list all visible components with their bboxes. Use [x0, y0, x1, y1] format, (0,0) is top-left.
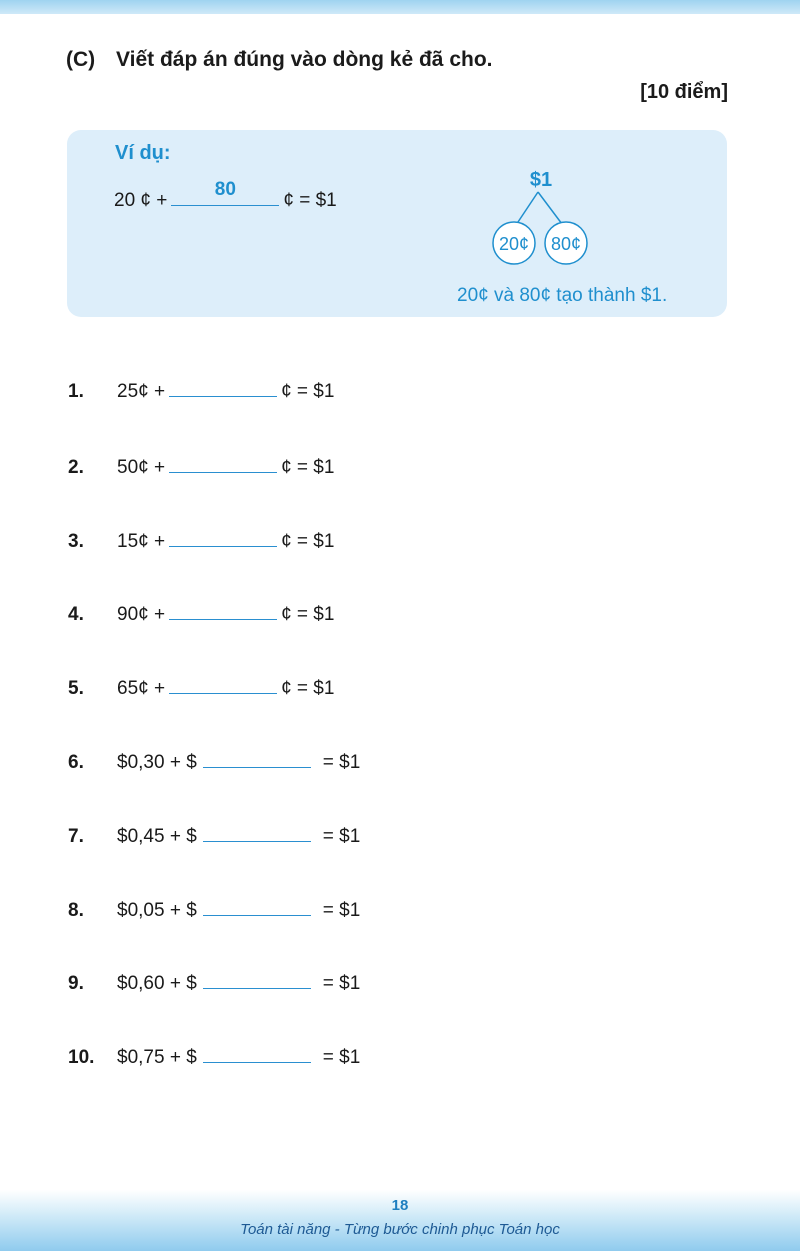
question-left-term: $0,60 + $	[117, 973, 197, 994]
answer-blank[interactable]	[169, 599, 277, 620]
answer-blank[interactable]	[169, 673, 277, 694]
question-row	[68, 821, 360, 848]
bond-left-value: 20¢	[498, 234, 530, 254]
example-answer-line	[171, 179, 279, 206]
answer-blank[interactable]	[169, 452, 277, 473]
page-number: 18	[391, 1197, 409, 1214]
question-row	[68, 599, 334, 626]
answer-blank[interactable]	[203, 968, 311, 989]
question-left-term: 15¢ +	[117, 531, 166, 552]
question-row	[68, 1042, 360, 1069]
question-number: 8.	[68, 900, 84, 921]
question-number: 6.	[68, 752, 84, 773]
question-row	[68, 895, 360, 922]
answer-blank[interactable]	[169, 376, 277, 397]
question-right-term: ¢ = $1	[281, 457, 335, 478]
answer-blank[interactable]	[203, 747, 311, 768]
section-heading	[66, 48, 493, 72]
instruction-text: Viết đáp án đúng vào dòng kẻ đã cho.	[116, 48, 493, 71]
number-bond-diagram	[487, 160, 627, 270]
question-right-term: ¢ = $1	[281, 531, 335, 552]
question-number: 5.	[68, 678, 84, 699]
top-decor-band	[0, 0, 800, 14]
question-right-term: ¢ = $1	[281, 381, 335, 402]
section-letter: (C)	[66, 48, 96, 71]
question-left-term: $0,75 + $	[117, 1047, 197, 1068]
question-row	[68, 673, 334, 700]
answer-blank[interactable]	[203, 821, 311, 842]
example-title: Ví dụ:	[115, 142, 171, 164]
question-right-term: = $1	[322, 900, 361, 921]
footer-book-title: Toán tài năng - Từng bước chinh phục Toán học	[240, 1221, 560, 1238]
question-left-term: 25¢ +	[117, 381, 166, 402]
question-left-term: $0,30 + $	[117, 752, 197, 773]
points-label: [10 điểm]	[640, 81, 728, 103]
question-left-term: 50¢ +	[117, 457, 166, 478]
question-left-term: 65¢ +	[117, 678, 166, 699]
bond-right-value: 80¢	[550, 234, 582, 254]
question-row	[68, 526, 334, 553]
question-number: 2.	[68, 457, 84, 478]
question-right-term: = $1	[322, 752, 361, 773]
answer-blank[interactable]	[169, 526, 277, 547]
example-caption: 20¢ và 80¢ tạo thành $1.	[457, 285, 668, 306]
question-number: 3.	[68, 531, 84, 552]
example-answer: 80	[214, 179, 236, 200]
question-number: 10.	[68, 1047, 95, 1068]
question-number: 9.	[68, 973, 84, 994]
bond-top-label: $1	[529, 169, 553, 191]
question-right-term: = $1	[322, 1047, 361, 1068]
example-left-term: 20 ¢ +	[114, 190, 168, 211]
answer-blank[interactable]	[203, 895, 311, 916]
question-number: 7.	[68, 826, 84, 847]
question-right-term: ¢ = $1	[281, 678, 335, 699]
example-right-term: ¢ = $1	[283, 190, 337, 211]
example-box	[67, 130, 727, 317]
question-left-term: $0,45 + $	[117, 826, 197, 847]
answer-blank[interactable]	[203, 1042, 311, 1063]
question-number: 1.	[68, 381, 84, 402]
question-right-term: = $1	[322, 973, 361, 994]
question-right-term: ¢ = $1	[281, 604, 335, 625]
question-row	[68, 452, 334, 479]
example-equation	[114, 179, 337, 212]
question-row	[68, 747, 360, 774]
question-right-term: = $1	[322, 826, 361, 847]
question-left-term: $0,05 + $	[117, 900, 197, 921]
question-number: 4.	[68, 604, 84, 625]
question-row	[68, 376, 334, 403]
question-row	[68, 968, 360, 995]
question-left-term: 90¢ +	[117, 604, 166, 625]
